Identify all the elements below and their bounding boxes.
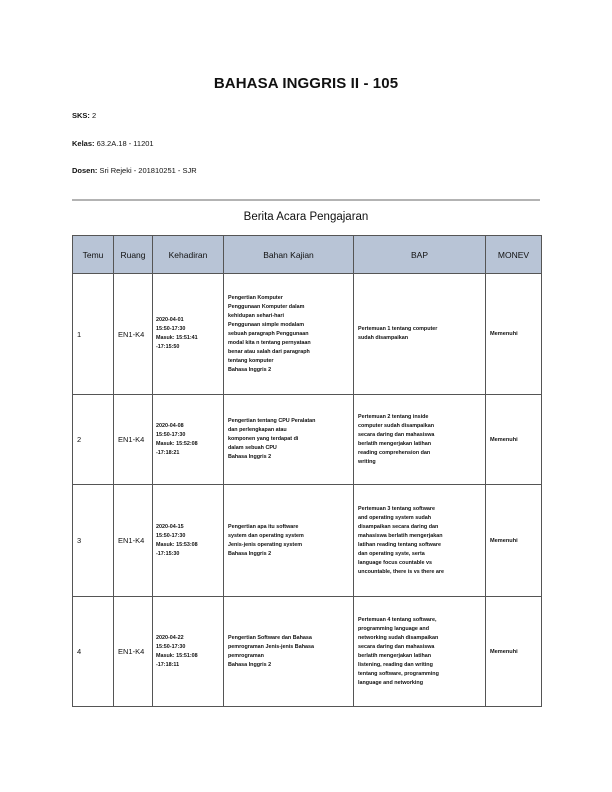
cell-temu <box>73 274 114 395</box>
cell-bahan-kajian <box>224 485 354 597</box>
cell-monev <box>486 597 542 707</box>
bahan-line: Penggunaan simple modalam <box>228 321 305 328</box>
column-header-bahan-kajian: Bahan Kajian <box>224 236 354 274</box>
column-header-bap: BAP <box>354 236 486 274</box>
kehadiran-line: 15:50-17:30 <box>156 643 186 650</box>
kehadiran-line: Masuk: 15:51:41 <box>156 335 198 341</box>
bap-line: secara daring dan mahasiswa <box>358 643 435 650</box>
cell-ruang <box>114 395 153 485</box>
bap-line: latihan reading tentang software <box>358 541 441 548</box>
monev-status: Memenuhi <box>490 648 518 655</box>
table-header-row <box>73 236 542 274</box>
cell-temu <box>73 485 114 597</box>
kehadiran-line: 15:50-17:30 <box>156 431 186 438</box>
bahan-line: Bahasa Inggris 2 <box>228 366 272 373</box>
monev-status: Memenuhi <box>490 436 518 443</box>
kehadiran-line: -17:15:30 <box>156 550 180 557</box>
dosen-label: Dosen: <box>72 166 98 175</box>
bap-line: networking sudah disampaikan <box>358 634 439 641</box>
kehadiran-line: 2020-04-15 <box>156 523 184 530</box>
kehadiran-line: Masuk: 15:52:08 <box>156 440 198 447</box>
bahan-line: Penggunaan Komputer dalam <box>228 303 305 310</box>
cell-bap <box>354 274 486 395</box>
kelas-line <box>72 139 154 148</box>
bahan-line: system dan operating system <box>228 532 304 539</box>
cell-monev <box>486 485 542 597</box>
bap-line: dan operating syste, serta <box>358 550 425 557</box>
bahan-line: Pengertian apa itu software <box>228 523 299 530</box>
bap-line: Pertemuan 4 tentang software, <box>358 616 437 623</box>
column-header-monev: MONEV <box>486 236 542 274</box>
dosen-value: Sri Rejeki - 201810251 - SJR <box>99 166 197 175</box>
cell-ruang <box>114 485 153 597</box>
cell-bahan-kajian <box>224 274 354 395</box>
temu-value: 3 <box>77 536 82 545</box>
bahan-line: benar atau salah dari paragraph <box>228 348 310 355</box>
bahan-line: dalam sebuah CPU <box>228 445 277 451</box>
bap-table <box>72 235 542 707</box>
dosen-line <box>72 166 197 175</box>
bahan-line: Bahasa Inggris 2 <box>228 550 272 557</box>
section-title: Berita Acara Pengajaran <box>243 211 369 223</box>
bahan-line: Pengertian Komputer <box>228 294 283 301</box>
bahan-line: modal kita n tentang pernyataan <box>228 339 311 346</box>
bahan-line: Jenis-jenis operating system <box>228 541 302 548</box>
bap-line: uncountable, there is vs there are <box>358 568 444 575</box>
bap-line: and operating system sudah <box>358 514 432 521</box>
bahan-line: Pengertian tentang CPU Peralatan <box>228 418 316 424</box>
bahan-line: komponen yang terdapat di <box>228 436 299 442</box>
kehadiran-line: -17:18:11 <box>156 661 180 668</box>
kehadiran-line: 2020-04-08 <box>156 422 184 429</box>
bahan-line: sebuah paragraph Penggunaan <box>228 330 309 337</box>
sks-line <box>72 111 96 120</box>
bap-line: language and networking <box>358 679 423 686</box>
kehadiran-line: 15:50-17:30 <box>156 326 186 332</box>
bap-line: mahasiswa berlatih mengerjakan <box>358 532 443 539</box>
page-title: BAHASA INGGRIS II - 105 <box>213 75 399 92</box>
ruang-value: EN1-K4 <box>118 329 145 339</box>
bap-line: language focus countable vs <box>358 559 432 566</box>
temu-value: 4 <box>77 647 82 656</box>
cell-kehadiran <box>153 395 224 485</box>
kehadiran-line: 15:50-17:30 <box>156 532 186 539</box>
table-row <box>73 395 542 485</box>
kelas-value: 63.2A.18 - 11201 <box>96 139 154 148</box>
bap-line: writing <box>358 458 376 465</box>
sks-label: SKS: <box>72 111 90 120</box>
kehadiran-line: 2020-04-01 <box>156 317 184 323</box>
bahan-line: Pengertian Software dan Bahasa <box>228 634 312 641</box>
kehadiran-line: -17:15:50 <box>156 344 180 350</box>
cell-temu <box>73 395 114 485</box>
ruang-value: EN1-K4 <box>118 435 145 444</box>
monev-status: Memenuhi <box>490 537 518 544</box>
bahan-line: Bahasa Inggris 2 <box>228 454 272 460</box>
table-body <box>73 274 542 707</box>
bap-line: disampaikan secara daring dan <box>358 523 439 530</box>
cell-monev <box>486 274 542 395</box>
bahan-line: Bahasa Inggris 2 <box>228 661 272 668</box>
bap-line: Pertemuan 3 tentang software <box>358 505 435 512</box>
temu-value: 1 <box>77 329 82 339</box>
table-row <box>73 597 542 707</box>
column-header-temu: Temu <box>73 236 114 274</box>
kehadiran-line: Masuk: 15:51:08 <box>156 652 198 659</box>
bap-line: listening, reading dan writing <box>358 661 433 668</box>
kelas-label: Kelas: <box>72 139 95 148</box>
divider <box>72 199 540 201</box>
bap-line: reading comprehension dan <box>358 449 431 456</box>
cell-bahan-kajian <box>224 597 354 707</box>
kehadiran-line: -17:18:21 <box>156 449 180 456</box>
cell-bap <box>354 395 486 485</box>
cell-bahan-kajian <box>224 395 354 485</box>
column-header-kehadiran: Kehadiran <box>153 236 224 274</box>
bap-line: sudah disampaikan <box>358 335 409 341</box>
bap-line: programming language and <box>358 625 429 632</box>
bap-line: computer sudah disampaikan <box>358 422 435 429</box>
bap-line: berlatih mengerjakan latihan <box>358 440 432 447</box>
ruang-value: EN1-K4 <box>118 647 145 656</box>
bahan-line: tentang komputer <box>228 357 274 364</box>
column-header-ruang: Ruang <box>114 236 153 274</box>
bap-line: Pertemuan 1 tentang computer <box>358 326 438 332</box>
bahan-line: pemrograman <box>228 652 264 659</box>
bap-line: berlatih mengerjakan latihan <box>358 652 432 659</box>
bahan-line: dan perlengkapan atau <box>228 427 287 433</box>
bap-line: secara daring dan mahasiswa <box>358 431 435 438</box>
cell-kehadiran <box>153 274 224 395</box>
temu-value: 2 <box>77 435 82 444</box>
sks-value: 2 <box>92 111 97 120</box>
cell-bap <box>354 597 486 707</box>
kehadiran-line: Masuk: 15:53:08 <box>156 541 198 548</box>
cell-temu <box>73 597 114 707</box>
cell-ruang <box>114 274 153 395</box>
table-row <box>73 274 542 395</box>
monev-status: Memenuhi <box>490 331 518 337</box>
bap-line: tentang software, programming <box>358 670 439 677</box>
table-row <box>73 485 542 597</box>
cell-kehadiran <box>153 485 224 597</box>
cell-bap <box>354 485 486 597</box>
cell-kehadiran <box>153 597 224 707</box>
ruang-value: EN1-K4 <box>118 536 145 545</box>
cell-monev <box>486 395 542 485</box>
bahan-line: kehidupan sehari-hari <box>228 312 285 319</box>
kehadiran-line: 2020-04-22 <box>156 634 184 641</box>
bahan-line: pemrograman Jenis-jenis Bahasa <box>228 643 314 650</box>
cell-ruang <box>114 597 153 707</box>
bap-line: Pertemuan 2 tentang inside <box>358 413 429 420</box>
